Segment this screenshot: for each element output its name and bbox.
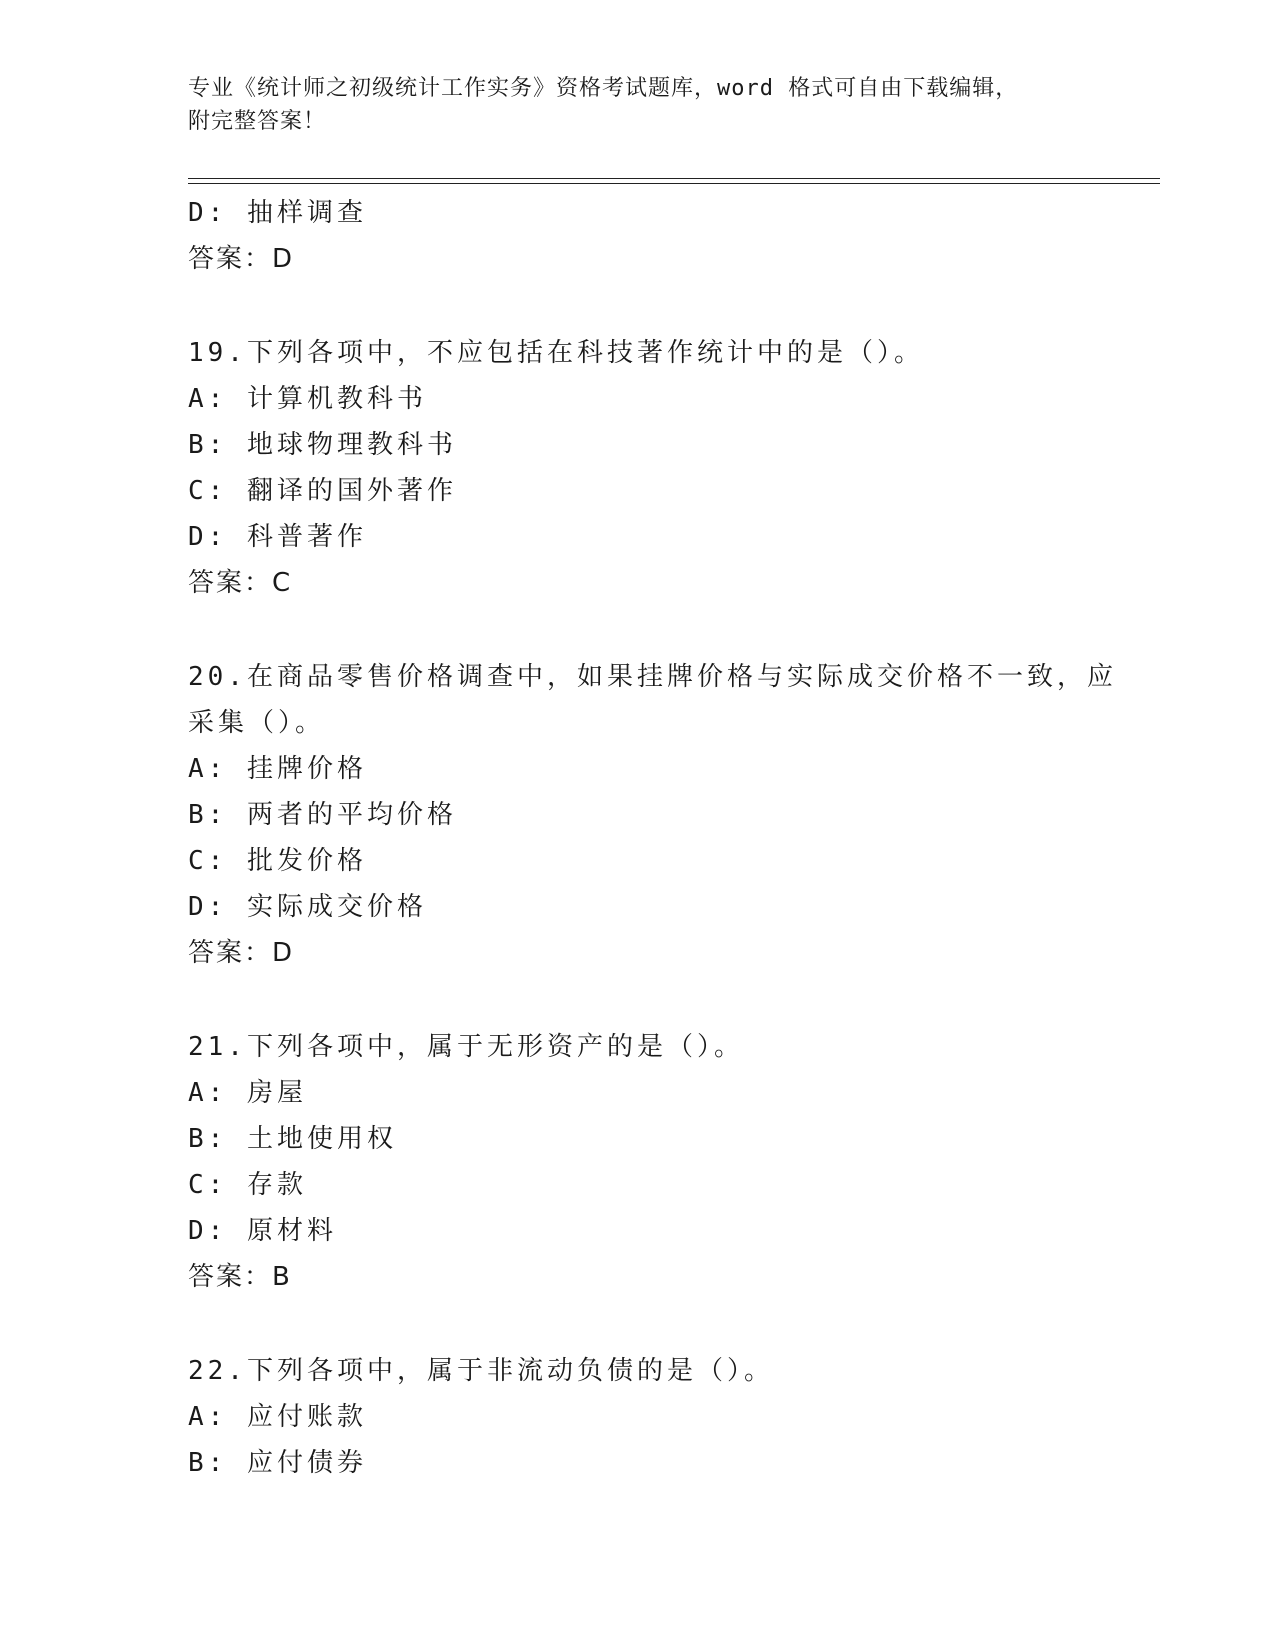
option-a: A: 房屋 xyxy=(188,1078,307,1108)
option-d: D: 科普著作 xyxy=(188,522,367,552)
option-a: A: 挂牌价格 xyxy=(188,754,367,784)
option-d: D: 实际成交价格 xyxy=(188,892,427,922)
answer: 答案：C xyxy=(188,568,293,598)
header-line-1: 专业《统计师之初级统计工作实务》资格考试题库，word 格式可自由下载编辑， xyxy=(188,76,1019,101)
option-c: C: 翻译的国外著作 xyxy=(188,476,457,506)
question-stem-line-2: 采集（）。 xyxy=(188,708,326,738)
question-20 xyxy=(188,654,1117,976)
question-list xyxy=(188,190,1117,1486)
option-b: B: 应付债券 xyxy=(188,1448,367,1478)
option-b: B: 两者的平均价格 xyxy=(188,800,457,830)
answer: 答案：D xyxy=(188,938,295,968)
option-b: B: 土地使用权 xyxy=(188,1124,397,1154)
header-line-2: 附完整答案！ xyxy=(188,109,327,134)
option-a: A: 计算机教科书 xyxy=(188,384,427,414)
question-stem: 19.下列各项中，不应包括在科技著作统计中的是（）。 xyxy=(188,338,924,368)
question-21 xyxy=(188,1024,1088,1300)
option-b: B: 地球物理教科书 xyxy=(188,430,457,460)
option-d: D: 原材料 xyxy=(188,1216,337,1246)
option-a: A: 应付账款 xyxy=(188,1402,367,1432)
question-19 xyxy=(188,330,1088,606)
spacer xyxy=(188,976,1088,1024)
question-18-tail xyxy=(188,190,1088,282)
question-stem: 21.下列各项中，属于无形资产的是（）。 xyxy=(188,1032,744,1062)
spacer xyxy=(188,1300,1088,1348)
answer: 答案：B xyxy=(188,1262,292,1292)
question-22 xyxy=(188,1348,1088,1486)
question-stem-line-1: 20.在商品零售价格调查中，如果挂牌价格与实际成交价格不一致，应 xyxy=(188,662,1117,692)
question-stem: 22.下列各项中，属于非流动负债的是（）。 xyxy=(188,1356,774,1386)
spacer xyxy=(188,282,1088,330)
answer: 答案：D xyxy=(188,244,295,274)
header-divider-bottom xyxy=(188,183,1160,184)
option-c: C: 批发价格 xyxy=(188,846,367,876)
document-header xyxy=(188,72,1088,138)
spacer xyxy=(188,606,1088,654)
option-c: C: 存款 xyxy=(188,1170,307,1200)
option-d: D: 抽样调查 xyxy=(188,198,367,228)
header-divider-top xyxy=(188,178,1160,179)
